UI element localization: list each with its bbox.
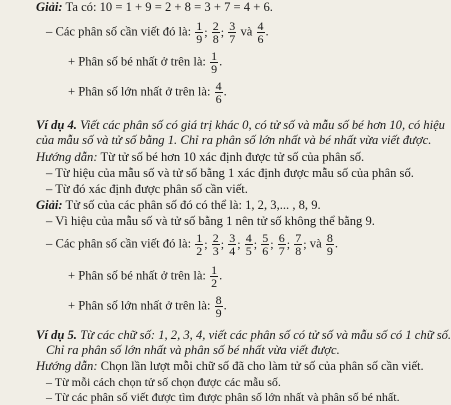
and-word: và: [309, 236, 322, 251]
solution-label: Giải:: [36, 198, 63, 212]
guide-bullet: – Từ mỗi cách chọn tử số chọn được các mẫu số.: [46, 375, 281, 389]
example-5-heading: [36, 328, 451, 343]
fraction: $\frac{3}{7}$: [229, 19, 236, 46]
guide-bullet: – Từ hiệu của mẫu số và tử số bằng 1 xác định được mẫu số của phân số.: [46, 166, 414, 180]
guide-label: Hướng dẫn:: [36, 359, 98, 373]
solution-text: Ta có: 10 = 1 + 9 = 2 + 8 = 3 + 7 = 4 + 6.: [65, 0, 273, 14]
largest-fraction-text: + Phân số lớn nhất ở trên là:: [68, 84, 211, 99]
fraction: $\frac{3}{4}$: [229, 231, 236, 258]
fraction: $\frac{6}{7}$: [278, 231, 285, 258]
fraction: $\frac{7}{8}$: [295, 231, 302, 258]
fraction: $\frac{2}{8}$: [212, 19, 219, 46]
guide-bullet: – Từ đó xác định được phân số cần viết.: [46, 182, 248, 196]
fraction-list-intro: – Các phân số cần viết đó là:: [46, 236, 192, 251]
example-4-text-2: của mẫu số và tử số bằng 1. Chỉ ra phân số lớn nhất và bé nhất vừa viết được.: [36, 133, 432, 147]
solution-bullet: – Vì hiệu của mẫu số và tử số bằng 1 nên tử số không thể bằng 9.: [46, 214, 375, 228]
largest-fraction-text: + Phân số lớn nhất ở trên là:: [68, 298, 211, 313]
largest-fraction-line: + Phân số lớn nhất ở trên là: $\frac{8}{9}$ .: [68, 293, 227, 320]
fraction: $\frac{4}{5}$: [245, 231, 252, 258]
fraction: $\frac{5}{6}$: [262, 231, 269, 258]
smallest-fraction-text: + Phân số bé nhất ở trên là:: [68, 54, 206, 69]
largest-fraction-line: + Phân số lớn nhất ở trên là: $\frac{4}{6}$ .: [68, 79, 227, 106]
fraction: $\frac{2}{3}$: [212, 231, 219, 258]
guide-label: Hướng dẫn:: [36, 150, 98, 164]
smallest-fraction-line: + Phân số bé nhất ở trên là: $\frac{1}{2}$ .: [68, 263, 223, 290]
fraction-list-line: – Các phân số cần viết đó là: $\frac{1}{9}$ ; $\frac{2}{8}$ ; $\frac{3}{7}$ và $\frac{4}{6}$ .: [46, 19, 269, 46]
fraction-list: $\frac{1}{2}$ ; $\frac{2}{3}$ ; $\frac{3}{4}$ ; $\frac{4}{5}$ ; $\frac{5}{6}$ ; $\frac{6}{7}$ ; $\frac{7}{8}$ ;: [196, 231, 307, 258]
solution-label: Giải:: [36, 0, 63, 14]
guide-text: Từ tử số bé hơn 10 xác định được tử số của phân số.: [100, 150, 365, 164]
guide-text: Chọn lần lượt mỗi chữ số đã cho làm tử số của phân số cần viết.: [100, 359, 424, 373]
smallest-fraction: $\frac{1}{9}$: [211, 49, 218, 76]
and-word: và: [240, 24, 253, 39]
example-5-label: Ví dụ 5.: [36, 328, 77, 342]
example-4-guide: [36, 150, 364, 165]
example-4-solution: [36, 198, 321, 213]
largest-fraction: $\frac{8}{9}$: [215, 293, 222, 320]
fraction-list-intro: – Các phân số cần viết đó là:: [46, 24, 192, 39]
fraction: $\frac{1}{2}$: [196, 231, 203, 258]
example-4-heading: [36, 118, 445, 133]
largest-fraction: $\frac{4}{6}$: [215, 79, 222, 106]
guide-bullet: – Từ các phân số viết được tìm được phân số lớn nhất và phân số bé nhất.: [46, 390, 400, 404]
fraction: $\frac{1}{9}$: [196, 19, 203, 46]
solution-text: Tử số của các phân số đó có thể là: 1, 2, 3,... , 8, 9.: [65, 198, 321, 212]
example-5-guide: [36, 359, 424, 374]
example-5-text: Từ các chữ số: 1, 2, 3, 4, viết các phân số có tử số và mẫu số có 1 chữ số.: [80, 328, 451, 342]
fraction: $\frac{4}{6}$: [257, 19, 264, 46]
example-4-label: Ví dụ 4.: [36, 118, 77, 132]
solution-line: [36, 0, 273, 15]
example-4-text: Viết các phân số có giá trị khác 0, có tử số và mẫu số bé hơn 10, có hiệu: [80, 118, 445, 132]
smallest-fraction-line: + Phân số bé nhất ở trên là: $\frac{1}{9}$ .: [68, 49, 223, 76]
fraction-list-line: – Các phân số cần viết đó là: $\frac{1}{2}$ ; $\frac{2}{3}$ ; $\frac{3}{4}$ ; $\frac{4}{5}$ ; $\frac{5}{6}$ ; $\frac{6}{7}$ ; $\frac{7}{8}$ ; và $\frac{8}{9}$ .: [46, 231, 338, 258]
example-5-text-2: Chỉ ra phân số lớn nhất và phân số bé nhất vừa viết được.: [46, 343, 340, 357]
fraction-list: $\frac{1}{9}$ ; $\frac{2}{8}$ ; $\frac{3}{7}$: [196, 19, 236, 46]
fraction: $\frac{8}{9}$: [326, 231, 333, 258]
smallest-fraction-text: + Phân số bé nhất ở trên là:: [68, 268, 206, 283]
smallest-fraction: $\frac{1}{2}$: [211, 263, 218, 290]
